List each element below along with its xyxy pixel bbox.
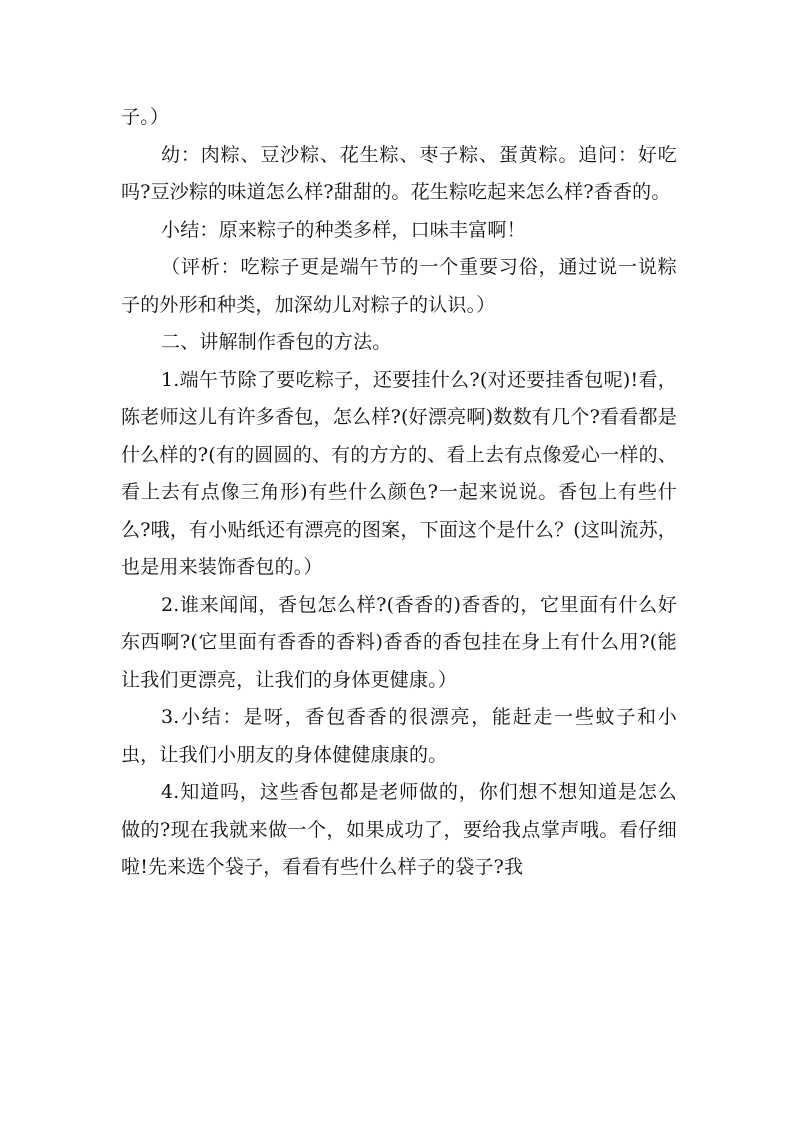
paragraph-8: 3.小结：是呀，香包香香的很漂亮，能赶走一些蚊子和小虫，让我们小朋友的身体健健康康的。	[121, 706, 677, 766]
paragraph-1: 子。）	[121, 106, 170, 128]
paragraph-3: 小结：原来粽子的种类多样，口味丰富啊！	[161, 218, 526, 241]
paragraph-2: 幼：肉粽、豆沙粽、花生粽、枣子粽、蛋黄粽。追问：好吃吗?豆沙粽的味道怎么样?甜甜的。花生粽吃起来怎么样?香香的。	[121, 143, 677, 203]
paragraph-6: 1.端午节除了要吃粽子，还要挂什么?(对还要挂香包呢)!看，陈老师这儿有许多香包，怎么样?(好漂亮啊)数数有几个?看看都是什么样的?(有的圆圆的、有的方方的、看上去有点像爱心一样的、看上去有点像三角形)有些什么颜色?一起来说说。香包上有些什么?哦，有小贴纸还有漂亮的图案，下面这个是什么？(这叫流苏，也是用来装饰香包的。）	[121, 368, 677, 578]
paragraph-5: 二、讲解制作香包的方法。	[161, 331, 392, 353]
paragraph-7: 2.谁来闻闻，香包怎么样?(香香的)香香的，它里面有什么好东西啊?(它里面有香香的香料)香香的香包挂在身上有什么用?(能让我们更漂亮，让我们的身体更健康。）	[121, 593, 677, 691]
document-body	[121, 99, 677, 887]
paragraph-4: （评析：吃粽子更是端午节的一个重要习俗，通过说一说粽子的外形和种类，加深幼儿对粽子的认识。）	[121, 256, 677, 316]
paragraph-9: 4.知道吗，这些香包都是老师做的，你们想不想知道是怎么做的?现在我就来做一个，如果成功了，要给我点掌声哦。看仔细啦!先来选个袋子，看看有些什么样子的袋子?我	[121, 781, 677, 878]
